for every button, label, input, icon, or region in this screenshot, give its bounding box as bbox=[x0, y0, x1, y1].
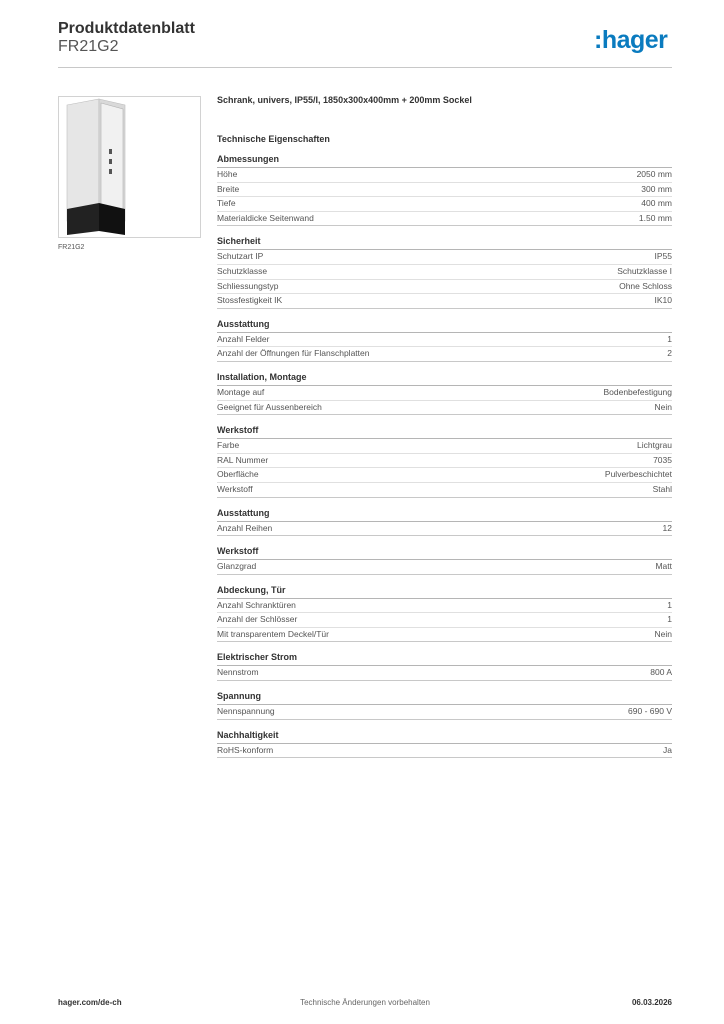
spec-label: Schliessungstyp bbox=[217, 280, 279, 291]
footer-date: 06.03.2026 bbox=[631, 998, 672, 1007]
spec-row bbox=[217, 401, 672, 416]
spec-value: 1 bbox=[667, 333, 672, 344]
spec-group-title: Nachhaltigkeit bbox=[217, 730, 672, 744]
footer-notice: Technische Änderungen vorbehalten bbox=[300, 998, 430, 1007]
spec-value: Bodenbefestigung bbox=[603, 386, 672, 397]
spec-group bbox=[217, 546, 672, 575]
section-heading: Technische Eigenschaften bbox=[217, 134, 330, 144]
spec-row bbox=[217, 212, 672, 227]
spec-group bbox=[217, 730, 672, 759]
spec-label: Stossfestigkeit IK bbox=[217, 295, 283, 306]
spec-group bbox=[217, 508, 672, 537]
spec-value: 1 bbox=[667, 599, 672, 610]
spec-group-title: Elektrischer Strom bbox=[217, 652, 672, 666]
spec-value: 7035 bbox=[653, 454, 672, 465]
spec-label: Oberfläche bbox=[217, 469, 259, 480]
spec-row bbox=[217, 265, 672, 280]
spec-row bbox=[217, 468, 672, 483]
product-image bbox=[58, 96, 201, 238]
page-title: Produktdatenblatt bbox=[58, 20, 195, 37]
spec-value: Ja bbox=[663, 744, 672, 755]
spec-label: Werkstoff bbox=[217, 483, 253, 494]
spec-label: Montage auf bbox=[217, 386, 265, 397]
spec-row bbox=[217, 294, 672, 309]
spec-group bbox=[217, 154, 672, 226]
spec-row bbox=[217, 744, 672, 759]
spec-label: Schutzklasse bbox=[217, 265, 268, 276]
spec-value: 2 bbox=[667, 348, 672, 359]
spec-label: Farbe bbox=[217, 440, 240, 451]
header-divider bbox=[58, 67, 672, 68]
spec-value: Matt bbox=[655, 561, 672, 572]
spec-label: Anzahl Reihen bbox=[217, 522, 273, 533]
spec-group-title: Ausstattung bbox=[217, 508, 672, 522]
spec-row bbox=[217, 183, 672, 198]
image-caption: FR21G2 bbox=[58, 244, 85, 251]
spec-label: Materialdicke Seitenwand bbox=[217, 212, 314, 223]
spec-label: Glanzgrad bbox=[217, 561, 257, 572]
product-description: Schrank, univers, IP55/I, 1850x300x400mm + 200mm Sockel bbox=[217, 95, 472, 105]
spec-row bbox=[217, 705, 672, 720]
spec-group bbox=[217, 585, 672, 643]
spec-value: Stahl bbox=[652, 483, 672, 494]
spec-label: Tiefe bbox=[217, 198, 236, 209]
spec-groups bbox=[217, 154, 672, 758]
spec-group bbox=[217, 236, 672, 308]
spec-value: Nein bbox=[654, 401, 672, 412]
spec-label: Breite bbox=[217, 183, 240, 194]
spec-group-title: Spannung bbox=[217, 691, 672, 705]
spec-value: 1.50 mm bbox=[638, 212, 672, 223]
spec-group-title: Sicherheit bbox=[217, 236, 672, 250]
spec-content bbox=[217, 95, 672, 768]
spec-value: 690 - 690 V bbox=[628, 706, 672, 717]
spec-row bbox=[217, 483, 672, 498]
spec-group bbox=[217, 691, 672, 720]
spec-row bbox=[217, 168, 672, 183]
spec-row bbox=[217, 454, 672, 469]
spec-group-title: Abdeckung, Tür bbox=[217, 585, 672, 599]
spec-label: Nennspannung bbox=[217, 706, 275, 717]
spec-label: Anzahl Felder bbox=[217, 333, 270, 344]
spec-value: Pulverbeschichtet bbox=[604, 469, 672, 480]
spec-row bbox=[217, 347, 672, 362]
footer-website[interactable]: hager.com/de-ch bbox=[58, 998, 122, 1007]
spec-group bbox=[217, 425, 672, 497]
spec-value: IK10 bbox=[654, 295, 672, 306]
spec-row bbox=[217, 280, 672, 295]
spec-value: 300 mm bbox=[641, 183, 672, 194]
spec-value: 2050 mm bbox=[636, 169, 672, 179]
spec-label: Anzahl der Öffnungen für Flanschplatten bbox=[217, 348, 370, 359]
spec-group-title: Werkstoff bbox=[217, 425, 672, 439]
spec-label: RoHS-konform bbox=[217, 744, 274, 755]
spec-value: Lichtgrau bbox=[637, 440, 672, 451]
spec-label: Anzahl der Schlösser bbox=[217, 614, 298, 625]
spec-row bbox=[217, 613, 672, 628]
spec-label: Geeignet für Aussenbereich bbox=[217, 401, 322, 412]
spec-value: Nein bbox=[654, 628, 672, 639]
spec-row bbox=[217, 333, 672, 348]
spec-label: Anzahl Schranktüren bbox=[217, 599, 296, 610]
spec-row bbox=[217, 666, 672, 681]
spec-row bbox=[217, 522, 672, 537]
spec-group bbox=[217, 652, 672, 681]
spec-label: Nennstrom bbox=[217, 667, 259, 678]
spec-group-title: Werkstoff bbox=[217, 546, 672, 560]
spec-value: Ohne Schloss bbox=[619, 280, 672, 291]
spec-group-title: Abmessungen bbox=[217, 154, 672, 168]
spec-row bbox=[217, 439, 672, 454]
spec-row bbox=[217, 560, 672, 575]
spec-label: Höhe bbox=[217, 169, 238, 179]
spec-group-title: Installation, Montage bbox=[217, 372, 672, 386]
spec-row bbox=[217, 386, 672, 401]
spec-value: IP55 bbox=[654, 251, 672, 262]
spec-label: Mit transparentem Deckel/Tür bbox=[217, 628, 329, 639]
spec-row bbox=[217, 599, 672, 614]
spec-row bbox=[217, 197, 672, 212]
article-number: FR21G2 bbox=[58, 38, 119, 55]
spec-group-title: Ausstattung bbox=[217, 319, 672, 333]
spec-group bbox=[217, 372, 672, 415]
spec-value: Schutzklasse I bbox=[617, 265, 672, 276]
spec-row bbox=[217, 250, 672, 265]
cabinet-illustration bbox=[59, 97, 200, 237]
spec-value: 1 bbox=[667, 614, 672, 625]
spec-value: 800 A bbox=[650, 667, 672, 678]
spec-value: 400 mm bbox=[641, 198, 672, 209]
spec-value: 12 bbox=[662, 522, 672, 533]
spec-label: Schutzart IP bbox=[217, 251, 264, 262]
spec-group bbox=[217, 319, 672, 362]
spec-label: RAL Nummer bbox=[217, 454, 269, 465]
hager-logo: :hager bbox=[594, 26, 668, 54]
spec-row bbox=[217, 628, 672, 643]
